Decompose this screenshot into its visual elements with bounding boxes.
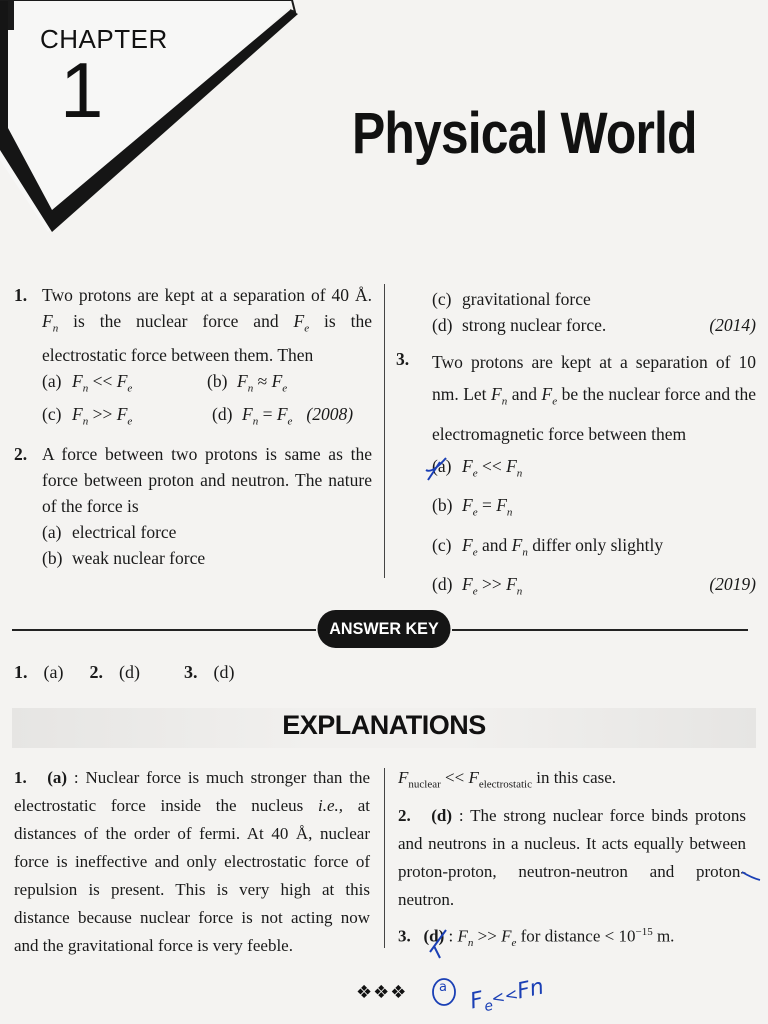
option-rhs: F [496,495,507,515]
question-number: 2. [14,443,28,464]
option-operator: = [477,495,497,515]
option-operator: << [88,370,117,391]
note-symbol: F [467,987,486,1015]
note-sub: e [482,997,495,1016]
symbol-sub: e [304,322,310,335]
explanation-1-continued [398,764,746,798]
explanation-answer: (d) [423,927,445,947]
option-rhs: F [116,370,128,391]
option-3a [432,450,756,490]
explanation-number: 2. [398,806,411,826]
answer-2 [89,662,140,683]
note-operator: << [489,983,520,1009]
option-1d [212,401,353,435]
explanation-text: m. [652,927,675,947]
option-1c [42,401,212,435]
option-sub: e [472,546,478,558]
option-lhs: F [72,370,83,391]
option-tail: differ only slightly [527,534,664,555]
question-text [42,282,372,368]
option-sub: e [472,585,478,598]
option-rhs: F [511,534,523,555]
question-year: (2019) [709,574,756,594]
note-rhs: Fn [514,974,547,1005]
option-sub: e [472,506,478,519]
option-1b [207,368,372,402]
option-sub: n [516,467,523,479]
option-letter: (c) [42,404,62,424]
option-rhs: F [506,455,517,476]
answer-key-rule-left [12,629,316,631]
option-lhs: F [462,495,473,515]
option-lhs: F [462,574,473,594]
symbol-sub: n [52,322,59,335]
answer-value: (a) [43,662,64,682]
question-2 [14,441,372,571]
option-letter: (c) [432,289,452,309]
question-text-part: and [507,384,542,404]
symbol-fn: F [491,384,502,404]
option-letter: (b) [207,370,228,391]
option-letter: (a) [432,455,452,476]
operator: >> [473,927,502,947]
symbol-sub: n [501,395,508,408]
symbol-sub: n [467,937,474,950]
option-sub: e [127,382,133,394]
option-letter: (a) [42,521,62,542]
option-rhs: F [276,404,288,424]
option-sub: e [282,382,288,394]
option-2c [432,286,756,312]
question-year: (2014) [709,315,756,335]
questions-left-column [14,282,372,571]
option-3d [432,568,756,608]
footer-ornament: ❖❖❖ [356,982,408,1003]
option-text: electrical force [72,521,177,542]
option-sub: n [522,546,528,558]
question-text-part: Two protons are kept at a separation of 40 Å. [42,285,372,305]
explanation-answer: (a) [47,768,68,787]
explanation-1 [14,764,370,960]
questions-right-column [396,286,756,608]
symbol-f: F [468,768,479,787]
question-text: A force between two protons is same as the force between proton and neutron. The nature of the force is [42,443,372,516]
option-rhs: F [271,370,283,391]
exponent: −15 [635,926,653,939]
option-rhs: F [116,404,128,424]
explanation-text: in this case. [531,768,617,787]
explanation-text: : The strong nuclear force binds protons and neutrons in a nucleus. It acts equally between proton-proton, neutron-neutron and proton-neutron. [398,806,747,910]
option-sub: n [82,415,89,428]
option-letter: (d) [212,404,233,424]
option-sub: e [472,467,478,479]
column-divider [384,284,385,578]
symbol-fe: F [541,384,553,404]
answer-value: (d) [213,662,235,682]
symbol-sub: e [552,395,558,408]
option-sub: n [516,585,523,598]
option-text: strong nuclear force. [462,315,607,335]
answer-value: (d) [118,662,140,682]
answer-key-badge: ANSWER KEY [318,610,451,648]
option-letter: (a) [42,370,62,391]
explanation-text: i.e., [317,796,343,815]
answer-number: 3. [183,662,198,682]
option-letter: (c) [432,534,452,555]
option-sub: n [82,382,89,394]
explanations-right-column [398,764,746,957]
option-sub: n [247,382,254,394]
question-text-part: is the nuclear force and [58,311,294,331]
operator: << [440,768,469,787]
option-operator: ≈ [253,370,272,391]
circled-letter: a [439,980,447,995]
symbol-fn: F [42,311,53,331]
question-text-part: be the nuclear force and the electromagnetic force between them [432,384,756,444]
explanation-answer: (d) [431,806,453,826]
option-sub: n [252,415,259,428]
answer-1 [14,662,63,683]
option-operator: >> [477,574,507,594]
question-year: (2008) [306,404,354,424]
answer-number: 1. [14,662,28,682]
option-operator: = [258,404,277,424]
option-letter: (d) [432,315,453,335]
option-operator: >> [88,404,117,424]
option-sub: e [287,415,293,428]
explanation-text: : Nuclear force is much stronger than the electrostatic force inside the nucleus [14,768,370,815]
question-text-part: is the electrostatic force between them. Then [42,311,372,365]
option-lhs: F [462,455,473,476]
option-3b [432,489,756,529]
answer-number: 2. [89,662,103,682]
option-2d [432,312,756,338]
question-text-part: Two protons are kept at a separation of 10 nm. Let [432,352,756,404]
symbol-sub: nuclear [408,778,441,791]
option-row [42,368,372,402]
answer-key-rule-right [452,629,748,631]
answer-key-list [14,662,260,683]
explanation-text: : [444,927,458,947]
chapter-number: 1 [60,46,104,134]
question-3 [396,346,756,608]
explanations-title: EXPLANATIONS [282,710,486,740]
option-lhs: F [462,534,473,555]
option-lhs: F [72,404,83,424]
option-row [42,401,372,435]
explanation-text: at distances of the order of fermi. At 40 Å, nuclear force is ineffective and only electrostatic force of repulsion is present. This is very high at this distance because nuclear force is not acting now and the gravitational force is very feeble. [14,796,370,955]
option-2a [42,519,372,545]
symbol-f: F [501,927,512,947]
option-letter: (b) [432,495,453,515]
option-sub: n [506,506,513,519]
explanation-3 [398,918,746,957]
question-number: 1. [14,285,28,305]
symbol-f: F [457,927,468,947]
explanation-text: for distance < 10 [516,927,636,947]
symbol-fe: F [293,311,305,331]
symbol-sub: e [511,937,517,950]
option-operator: << [477,455,507,476]
option-sub: e [127,415,133,428]
symbol-f: F [398,768,409,787]
explanation-number: 1. [14,768,27,787]
question-2-continued [396,286,756,338]
symbol-sub: electrostatic [478,778,532,791]
answer-3 [184,662,235,683]
option-lhs: F [242,404,253,424]
question-1 [14,282,372,368]
explanations-divider [384,768,385,948]
handwritten-note [468,975,547,1018]
chapter-label: CHAPTER [40,24,168,54]
option-1a [42,368,207,402]
option-lhs: F [237,370,248,391]
explanation-number: 3. [398,927,411,947]
option-operator: and [477,534,512,555]
question-number: 3. [396,349,410,369]
explanation-2 [398,802,746,914]
option-letter: (b) [42,547,63,568]
question-text [432,346,756,450]
chapter-title: Physical World [352,101,697,166]
option-text: weak nuclear force [72,547,206,568]
option-3c [432,529,756,569]
option-2b [42,545,372,571]
option-text: gravitational force [462,289,591,309]
option-letter: (d) [432,574,453,594]
option-rhs: F [506,574,517,594]
